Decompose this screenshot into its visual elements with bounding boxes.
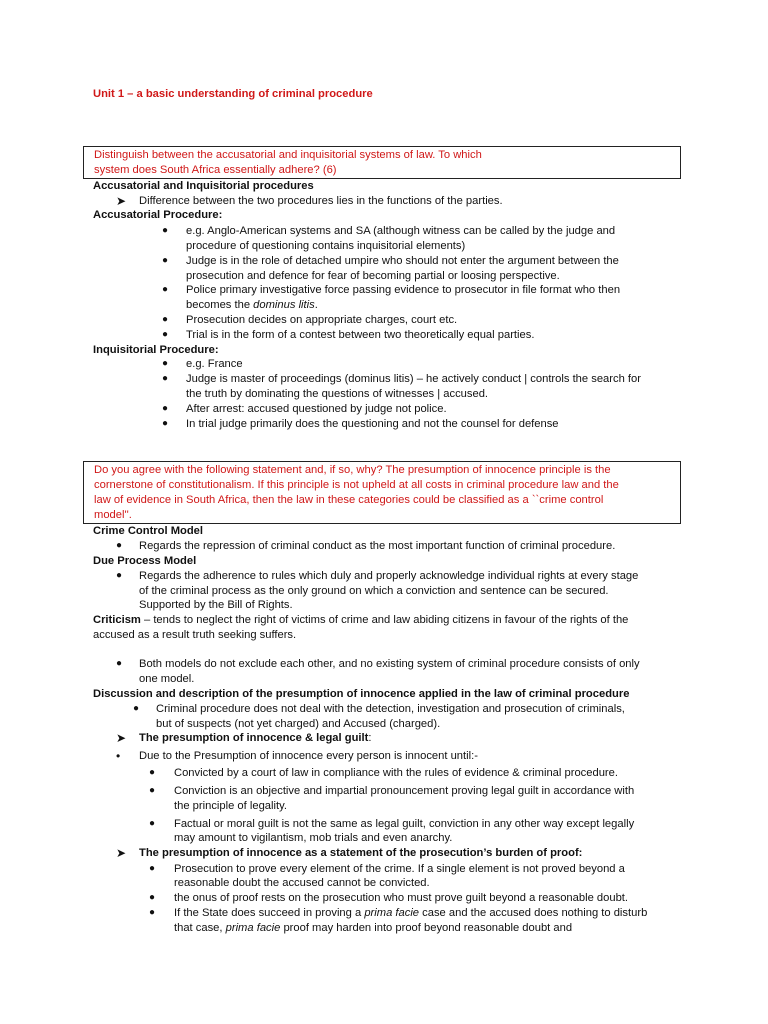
inquisitorial-bullet-1: e.g. France — [186, 358, 243, 370]
unit-title: Unit 1 – a basic understanding of criminal procedure — [93, 88, 373, 100]
accusatorial-heading: Accusatorial Procedure: — [93, 209, 223, 221]
text-fragment: proof may harden into proof beyond reasonable doubt and — [280, 922, 573, 934]
bullet-icon: ● — [162, 358, 169, 369]
discussion-bullet-line-2: but of suspects (not yet charged) and Accused (charged). — [156, 718, 441, 730]
arrow-bullet-icon: ➤ — [116, 846, 127, 860]
burden-bullet-2: the onus of proof rests on the prosecution who must prove guilt beyond a reasonable doubt. — [174, 892, 629, 904]
arrow-bullet-icon: ➤ — [116, 194, 127, 208]
discussion-heading: Discussion and description of the presumption of innocence applied in the law of criminal procedure — [93, 688, 630, 700]
text-fragment: case and the accused does nothing to disturb — [419, 907, 648, 919]
legal-guilt-heading-text: The presumption of innocence & legal guilt — [139, 732, 369, 744]
inquisitorial-bullet-4: In trial judge primarily does the questioning and not the counsel for defense — [186, 418, 559, 430]
legal-guilt-bullet-2: Conviction is an objective and impartial pronouncement proving legal guilt in accordance with — [174, 785, 635, 797]
text-fragment: . — [314, 299, 318, 311]
question-2-line-4: model''. — [94, 509, 132, 521]
bullet-icon: • — [116, 749, 121, 763]
accusatorial-bullet-3: Police primary investigative force passing evidence to prosecutor in file format who then — [186, 284, 621, 296]
discussion-bullet-line-1: Criminal procedure does not deal with the detection, investigation and prosecution of criminals, — [156, 703, 625, 715]
crime-control-bullet: Regards the repression of criminal conduct as the most important function of criminal procedure. — [139, 540, 616, 552]
inquisitorial-heading: Inquisitorial Procedure: — [93, 344, 219, 356]
burden-bullet-1: Prosecution to prove every element of the crime. If a single element is not proved beyond a — [174, 863, 625, 875]
dominus-litis-italic: dominus litis — [253, 299, 315, 311]
inquisitorial-bullet-2: Judge is master of proceedings (dominus litis) – he actively conduct | controls the search for — [186, 373, 641, 385]
bullet-icon: ● — [149, 863, 156, 874]
bullet-icon: ● — [116, 570, 123, 581]
question-box-2 — [83, 461, 681, 524]
bullet-icon: ● — [162, 225, 169, 236]
legal-guilt-bullet-3: Factual or moral guilt is not the same as legal guilt, conviction in any other way except legally — [174, 818, 635, 830]
legal-guilt-bullet-3-cont: may amount to vigilantism, mob trials and even anarchy. — [174, 832, 453, 844]
criticism-label: Criticism — [93, 614, 141, 626]
bullet-icon: ● — [162, 373, 169, 384]
inquisitorial-bullet-3: After arrest: accused questioned by judge not police. — [186, 403, 447, 415]
question-box-1 — [83, 146, 681, 179]
bullet-icon: ● — [162, 403, 169, 414]
due-process-heading: Due Process Model — [93, 555, 197, 567]
question-1-line-1: Distinguish between the accusatorial and inquisitorial systems of law. To which — [94, 149, 482, 161]
bullet-icon: ● — [149, 767, 156, 778]
legal-guilt-bullet-1: Convicted by a court of law in compliance with the rules of evidence & criminal procedure. — [174, 767, 618, 779]
prima-facie-italic: prima facie — [364, 907, 420, 919]
text-fragment: that case, — [174, 922, 226, 934]
bullet-icon: ● — [149, 892, 156, 903]
accusatorial-bullet-2-cont: prosecution and defence for fear of becoming partial or loosing perspective. — [186, 270, 560, 282]
inquisitorial-bullet-2-cont: the truth by dominating the questions of witnesses | accused. — [186, 388, 489, 400]
arrow-bullet-icon: ➤ — [116, 731, 127, 745]
burden-bullet-1-cont: reasonable doubt the accused cannot be convicted. — [174, 877, 430, 889]
accusatorial-bullet-3-cont — [186, 298, 318, 313]
due-process-bullet-line-3: Supported by the Bill of Rights. — [139, 599, 293, 611]
bullet-icon: ● — [149, 785, 156, 796]
legal-guilt-bullet-2-cont: the principle of legality. — [174, 800, 287, 812]
burden-bullet-3 — [174, 906, 647, 921]
legal-guilt-intro: Due to the Presumption of innocence every person is innocent until:- — [139, 750, 478, 762]
text-fragment: – tends to neglect the right of victims of crime and law abiding citizens in favour of the rights of the — [140, 614, 629, 626]
bullet-icon: ● — [162, 314, 169, 325]
legal-guilt-heading — [139, 731, 371, 746]
bullet-icon: ● — [162, 284, 169, 295]
text-fragment: becomes the — [186, 299, 254, 311]
burden-heading: The presumption of innocence as a statement of the prosecution’s burden of proof: — [139, 847, 583, 859]
accusatorial-bullet-1-cont: procedure of questioning contains inquisitorial elements) — [186, 240, 466, 252]
text-fragment: : — [368, 732, 372, 744]
bullet-icon: ● — [133, 703, 140, 714]
question-1-line-2: system does South Africa essentially adhere? (6) — [94, 164, 337, 176]
acc-inq-heading: Accusatorial and Inquisitorial procedures — [93, 180, 314, 192]
accusatorial-bullet-5: Trial is in the form of a contest between two theoretically equal parties. — [186, 329, 535, 341]
question-2-line-1: Do you agree with the following statement and, if so, why? The presumption of innocence principle is the — [94, 464, 611, 476]
criticism-line-1 — [93, 613, 628, 628]
bullet-icon: ● — [162, 329, 169, 340]
bullet-icon: ● — [116, 658, 123, 669]
bullet-icon: ● — [162, 418, 169, 429]
crime-control-heading: Crime Control Model — [93, 525, 204, 537]
prima-facie-italic: prima facie — [225, 922, 281, 934]
accusatorial-bullet-1: e.g. Anglo-American systems and SA (although witness can be called by the judge and — [186, 225, 616, 237]
difference-bullet: Difference between the two procedures lies in the functions of the parties. — [139, 195, 503, 207]
due-process-bullet-line-1: Regards the adherence to rules which duly and properly acknowledge individual rights at every stage — [139, 570, 639, 582]
accusatorial-bullet-2: Judge is in the role of detached umpire who should not enter the argument between the — [186, 255, 619, 267]
due-process-bullet-line-2: of the criminal process as the only ground on which a conviction and sentence can be secured. — [139, 585, 609, 597]
question-2-line-3: law of evidence in South Africa, then the law in these categories could be classified as a ``crime control — [94, 494, 604, 506]
accusatorial-bullet-4: Prosecution decides on appropriate charges, court etc. — [186, 314, 458, 326]
bullet-icon: ● — [116, 540, 123, 551]
burden-bullet-3-cont — [174, 921, 572, 936]
both-models-line-1: Both models do not exclude each other, and no existing system of criminal procedure consists of only — [139, 658, 640, 670]
text-fragment: If the State does succeed in proving a — [174, 907, 365, 919]
bullet-icon: ● — [149, 818, 156, 829]
criticism-line-2: accused as a result truth seeking suffers. — [93, 629, 297, 641]
bullet-icon: ● — [149, 907, 156, 918]
both-models-line-2: one model. — [139, 673, 195, 685]
bullet-icon: ● — [162, 255, 169, 266]
question-2-line-2: cornerstone of constitutionalism. If this principle is not upheld at all costs in criminal procedure law and the — [94, 479, 619, 491]
